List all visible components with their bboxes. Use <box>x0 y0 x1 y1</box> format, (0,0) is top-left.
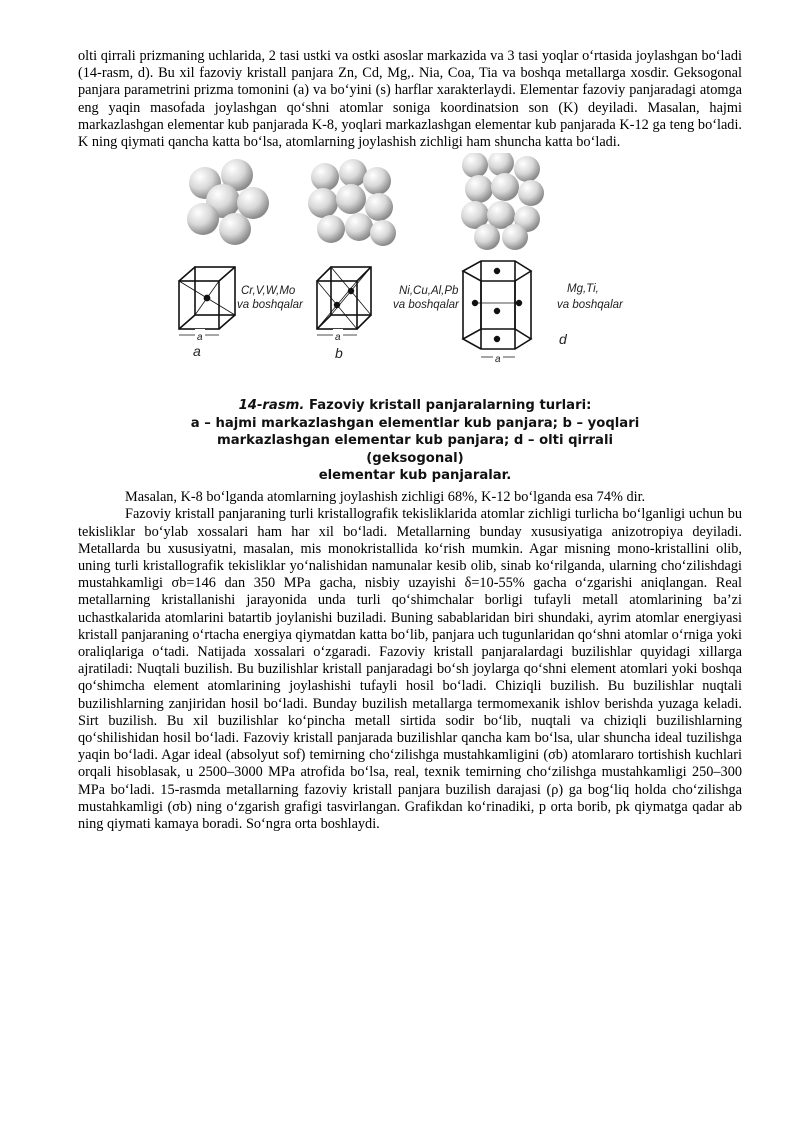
figure-14 <box>175 153 655 489</box>
fcc-sphere-model <box>308 159 396 246</box>
bcc-elements-label: Cr,V,W,Mo <box>241 285 296 298</box>
hcp-elements-label: Mg,Ti, <box>567 283 599 296</box>
dimension-label-a: a <box>197 332 203 344</box>
caption-label: 14-rasm. <box>238 398 305 414</box>
bcc-cube-diagram <box>179 267 235 335</box>
figure-letter-b: b <box>335 345 343 362</box>
figure-caption <box>175 397 655 485</box>
figure-letter-a: a <box>193 343 201 360</box>
fcc-others-label: va boshqalar <box>393 299 459 312</box>
crystal-lattice-illustration <box>175 153 655 393</box>
fcc-cube-diagram <box>317 267 371 335</box>
document-page <box>78 48 742 833</box>
paragraph-anisotropy: Fazoviy kristall panjaraning turli kristallografik tekisliklarida atomlar zichligi turlicha bo‘lganligi uchun bu tekisliklar bo‘ylab xossalari ham har xil bo‘ladi. Metallarning bunday xususiyatiga anizotropiya deyiladi. Metallarda bu xususiyatni, masalan, mis monokristallida ko‘rish mumkin. Agar misning mono-kristallini olib, uning turli kristallografik tekisliklar yo‘nalishidan namunalar kesib olib, sinab ko‘rilganda, ularning cho‘zilishdagi mustahkamligi σb=146 dan 350 MPa gacha, nisbiy uzayishi δ=10-55% gacha o‘zgarishi aniqlangan. Real metallarning kristallanishi jarayonida unda turli qo‘shimchalar borligi tufayli metall atomlarining ba’zi uchastkalarida atomlarini batartib joylanishi buziladi. Buning sabablaridan biri shundaki, ayrim atomlar energiyasi kristall panjaraning o‘rtacha energiya qiymatdan katta bo‘lib, panjara uch tugunlaridan qo‘shni atomlar o‘rniga yoki oraliqlariga o‘tadi. Natijada xossalari o‘zgaradi. Fazoviy kristall panjaralardagi buzilishlar quyidagi xillarga ajratiladi: Nuqtali buzilish. Bu buzilishlar kristall panjaradagi bo‘sh joylarga qo‘shni element atomlari yoki boshqa qo‘shimcha element atomlarining joylashishi tufayli hosil bo‘ladi. Chiziqli buzilish. Bu buzilishlar nuqtali buzilishlarning zanjiridan hosil bo‘ladi. Bunday buzilish metallarga termomexanik ishlov berishda yuzaga keladi. Sirt buzilish. Bu xil buzilishlar ko‘pincha metall sirtida sodir bo‘lib, nuqtali va chiziqli buzilishlarning qo‘shilishidan hosil bo‘ladi. Fazoviy kristall panjarada buzilishlar qancha kam bo‘lsa, ular shuncha ideal tuzilishga yaqin bo‘ladi. Agar ideal (absolyut sof) temirning cho‘zilishga mustahkamligini (σb) atomlararo tortishish kuchlari orqali hisoblasak, u 2500–3000 MPa atrofida bo‘lsa, real, texnik temirning cho‘zilishga mustahkamligi 250–300 MPa bo‘ladi. 15-rasmda metallarning fazoviy kristall panjara buzilish darajasi (ρ) ga bog‘liq holda cho‘zilishga mustahkamligi (σb) ning o‘zgarish grafigi tasvirlangan. Grafikdan ko‘rinadiki, p orta borib, pk qiymatga qadar ab ning qiymati kamaya boradi. So‘ngra orta boshlaydi. <box>78 506 742 833</box>
bcc-sphere-model <box>187 159 269 245</box>
fcc-elements-label: Ni,Cu,Al,Pb <box>399 285 459 298</box>
bcc-others-label: va boshqalar <box>237 299 303 312</box>
dimension-label-d: a <box>495 354 501 366</box>
caption-line-3: markazlashgan elementar kub panjara; d – olti qirrali (geksogonal) <box>217 433 613 466</box>
paragraph-intro: olti qirrali prizmaning uchlarida, 2 tasi ustki va ostki asoslar markazida va 3 tasi yoqlar o‘rtasida joylashgan bo‘ladi (14-rasm, d). Bu xil fazoviy kristall panjara Zn, Cd, Mg,. Nia, Coa, Tia va boshqa metallarga xosdir. Geksogonal panjara parametrini prizma tomonini (a) va bo‘yini (s) harflar xarakterlaydi. Elementar fazoviy panjaradagi atomga eng yaqin masofada joylashgan qo‘shni atomlar soniga koordinatsion son (K) deyiladi. Masalan, hajmi markazlashgan elementar kub panjarada K-8, yoqlari markazlashgan elementar kub panjarada K-12 ga teng bo‘ladi. K ning qiymati qancha katta bo‘lsa, atomlarning joylashish zichligi ham shuncha katta bo‘ladi. <box>78 48 742 151</box>
hcp-others-label: va boshqalar <box>557 299 623 312</box>
caption-line-4: elementar kub panjaralar. <box>318 468 512 484</box>
figure-letter-d: d <box>559 331 567 348</box>
hcp-prism-diagram <box>463 261 531 357</box>
caption-line-2: a – hajmi markazlashgan elementlar kub panjara; b – yoqlari <box>190 415 640 431</box>
caption-title: Fazoviy kristall panjaralarning turlari: <box>309 398 592 414</box>
hcp-sphere-model <box>461 153 544 250</box>
paragraph-density: Masalan, K-8 bo‘lganda atomlarning joylashish zichligi 68%, K-12 bo‘lganda esa 74% dir. <box>125 489 646 506</box>
dimension-label-b: a <box>335 332 341 344</box>
